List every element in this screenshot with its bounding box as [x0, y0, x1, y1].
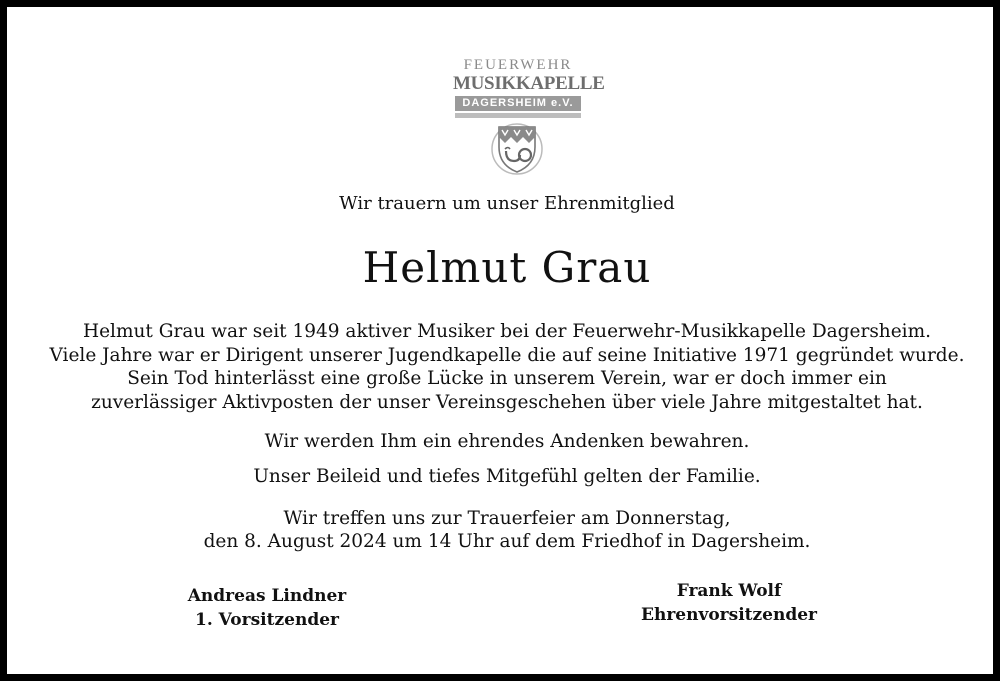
tribute-paragraph: [37, 320, 977, 414]
signature-role: 1. Vorsitzender: [195, 610, 339, 630]
tribute-line: Viele Jahre war er Dirigent unserer Jugendkapelle die auf seine Initiative 1971 gegründet wurde.: [49, 344, 965, 366]
tribute-line: zuverlässiger Aktivposten der unser Vereinsgeschehen über viele Jahre mitgestaltet hat.: [91, 391, 923, 413]
signature-name: Andreas Lindner: [187, 586, 347, 606]
funeral-line: Wir treffen uns zur Trauerfeier am Donnerstag,: [283, 508, 731, 529]
logo-text-musikkapelle: MUSIKKAPELLE: [453, 73, 605, 94]
logo-text-dagersheim: DAGERSHEIM e.V.: [455, 96, 581, 111]
club-logo: [453, 57, 605, 175]
logo-text-feuerwehr: FEUERWEHR: [463, 57, 573, 73]
coat-of-arms-icon: [489, 117, 545, 175]
remembrance-line: Wir werden Ihm ein ehrendes Andenken bewahren.: [264, 431, 750, 452]
tribute-line: Sein Tod hinterlässt eine große Lücke in unserem Verein, war er doch immer ein: [127, 368, 887, 389]
signature-role: Ehrenvorsitzender: [641, 605, 817, 625]
condolence-line: Unser Beileid und tiefes Mitgefühl gelten der Familie.: [253, 466, 761, 487]
signature-block: [609, 579, 849, 627]
funeral-line: den 8. August 2024 um 14 Uhr auf dem Friedhof in Dagersheim.: [203, 531, 811, 552]
intro-line: Wir trauern um unser Ehrenmitglied: [339, 193, 675, 214]
signature-block: [157, 584, 377, 632]
tribute-line: Helmut Grau war seit 1949 aktiver Musiker bei der Feuerwehr-Musikkapelle Dagersheim.: [82, 321, 932, 342]
signature-name: Frank Wolf: [676, 581, 782, 601]
deceased-name: Helmut Grau: [362, 243, 652, 292]
